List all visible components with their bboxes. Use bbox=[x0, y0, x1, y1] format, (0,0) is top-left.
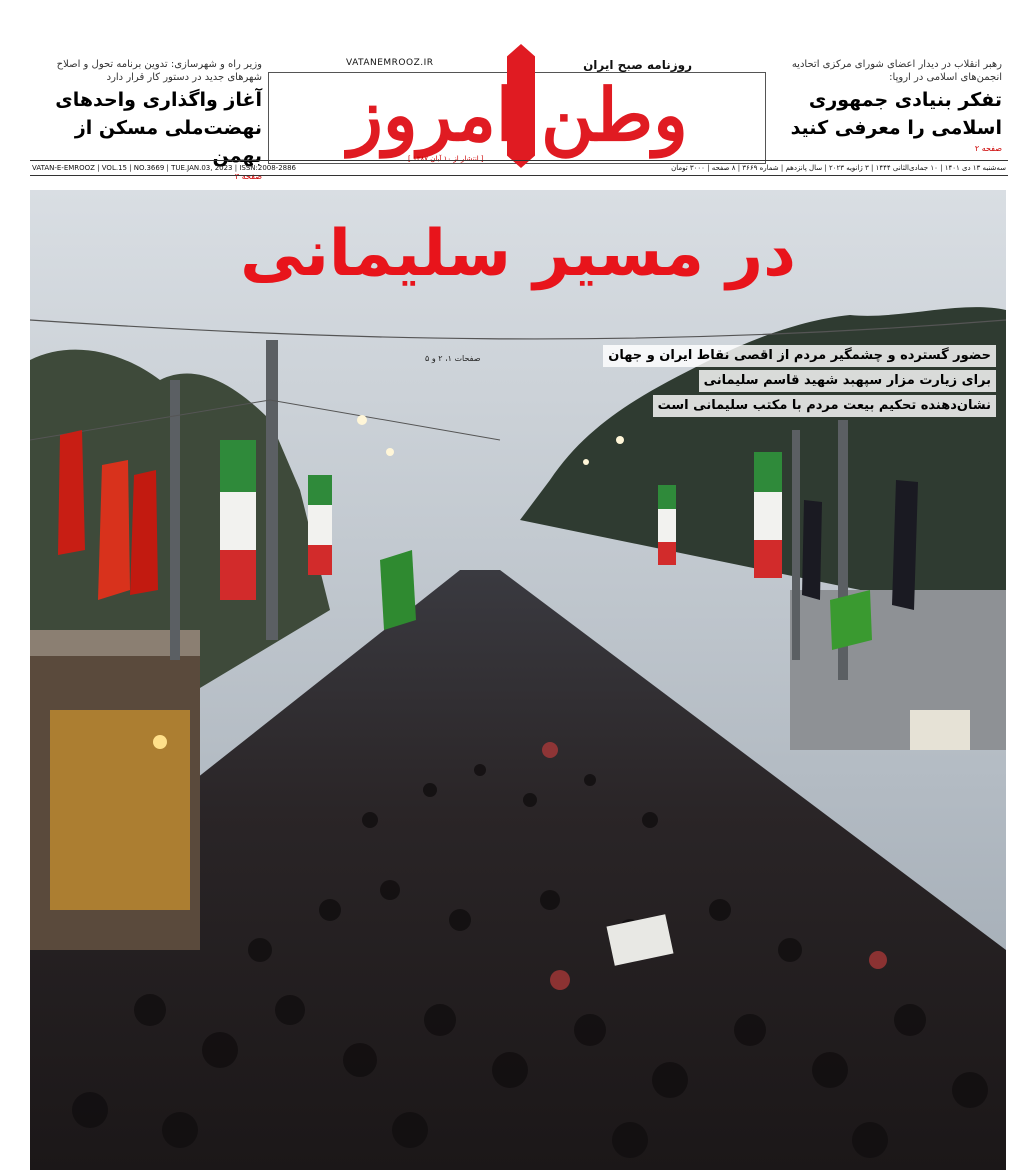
right-story-kicker: رهبر انقلاب در دیدار اعضای شورای مرکزی اتحادیه انجمن‌های اسلامی در اروپا: bbox=[791, 59, 1002, 83]
cover-sub-line-2: برای زیارت مزار سپهبد شهید قاسم سلیمانی bbox=[699, 370, 996, 392]
left-story-page-ref: صفحه ۳ bbox=[234, 172, 262, 181]
right-story-headline[interactable]: تفکر بنیادی جمهوری اسلامی را معرفی کنید bbox=[790, 89, 1002, 139]
cover-pages-ref: صفحات ۱، ۲ و ۵ bbox=[425, 354, 481, 363]
left-story-kicker: وزیر راه و شهرسازی: تدوین برنامه تحول و اصلاح شهرهای جدید در دستور کار قرار دارد bbox=[56, 59, 262, 83]
newspaper-logo bbox=[268, 44, 768, 168]
cover-photo[interactable] bbox=[30, 190, 1006, 1170]
logo-url[interactable]: VATANEMROOZ.IR bbox=[346, 58, 434, 68]
cover-sub-line-1: حضور گسترده و چشمگیر مردم از اقصی نقاط ایران و جهان bbox=[603, 345, 996, 367]
logo-founding-note: [ انتشار از ۱۰ آبان ۱۳۸۷ ] bbox=[408, 155, 484, 163]
logo-tagline: روزنامه صبح ایران bbox=[583, 58, 692, 72]
dateline-latin: VATAN-E-EMROOZ | VOL.15 | NO.3669 | TUE.JAN.03, 2023 | ISSN:2008-2886 bbox=[32, 164, 297, 172]
masthead bbox=[0, 0, 1034, 188]
logo-wordmark: وطن امروز bbox=[348, 72, 688, 157]
left-story-headline[interactable]: آغاز واگذاری واحدهای نهضت‌ملی مسکن از بهمن bbox=[55, 89, 262, 167]
dateline-bar bbox=[30, 160, 1008, 176]
dateline-persian: سه‌شنبه ۱۳ دی ۱۴۰۱ | ۱۰ جمادی‌الثانی ۱۴۴۴ | ۳ ژانویه ۲۰۲۳ | سال پانزدهم | شماره ۳۶۶۹ | ۸ صفحه | ۳۰۰۰ تومان bbox=[671, 164, 1006, 172]
cover-sub-lines bbox=[603, 345, 996, 420]
crowd-photo-illustration bbox=[30, 190, 1006, 1170]
right-story[interactable] bbox=[770, 58, 1002, 153]
right-story-page-ref: صفحه ۲ bbox=[974, 144, 1002, 153]
cover-headline[interactable]: در مسیر سلیمانی bbox=[240, 217, 796, 291]
cover-sub-line-3: نشان‌دهنده تحکیم بیعت مردم با مکتب سلیمانی است bbox=[653, 395, 996, 417]
